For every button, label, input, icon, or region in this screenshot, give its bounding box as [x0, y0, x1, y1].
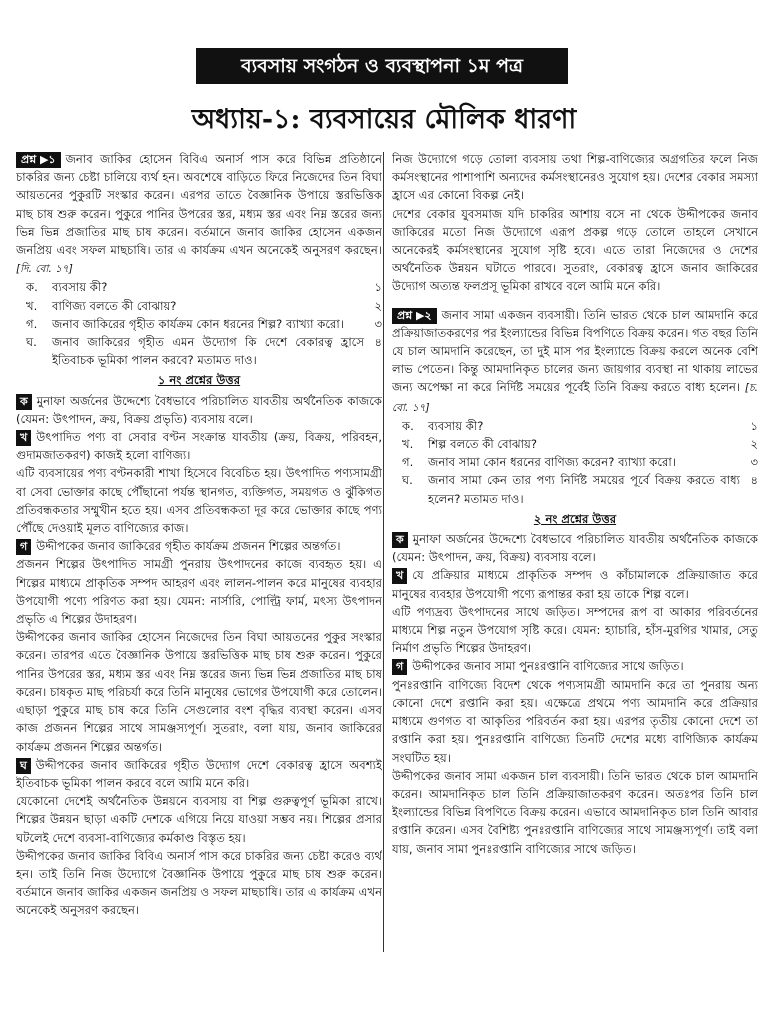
sub-question-label: গ.: [26, 316, 38, 331]
q1-answer-ga: [16, 537, 382, 555]
q2-stem: [392, 306, 758, 417]
q1-gha-para-2: যেকোনো দেশেই অর্থনৈতিক উন্নয়নে ব্যবসায় বা শিল্প গুরুত্বপূর্ণ ভূমিকা রাখে। শিল্পের উন্নয়ন ছাড়া একটি দেশকে এগিয়ে নিয়ে যাওয়া সম্ভব নয়। শিল্পের প্রসার ঘটলেই দেশে ব্যবসা-বাণিজ্যের কর্মকাণ্ড বিস্তৃত হয়।: [16, 794, 382, 845]
q2-sub-questions: [392, 417, 758, 508]
q1-gha-text-1: উদ্দীপকের জনাব জাকিরের গৃহীত উদ্যোগ দেশে বেকারত্ব হ্রাসে অবশ্যই ইতিবাচক ভূমিকা পালন করবে বলে আমি মনে করি।: [16, 757, 382, 790]
sub-question-text: শিল্প বলতে কী বোঝায়?: [428, 437, 538, 452]
q2-sub-question: [392, 471, 758, 507]
q1-gha-para-4: নিজ উদ্যোগে গড়ে তোলা ব্যবসায় তথা শিল্প-বাণিজ্যের অগ্রগতির ফলে নিজ কর্মসংস্থানের পাশাপাশি অন্যদের কর্মসংস্থানেরও সুযোগ হয়। দেশের বেকার সমস্যা হ্রাসে এর কোনো বিকল্প নেই।: [392, 152, 758, 203]
q2-ga-para-3: উদ্দীপকের জনাব সামা একজন চাল ব্যবসায়ী। তিনি ভারত থেকে চাল আমদানি করেন। আমদানিকৃত চাল তিনি প্রক্রিয়াজাতকরণ করেন। অতঃপর তিনি চাল ইংল্যান্ডের বিভিন্ন বিপণিতে বিক্রয় করেন। এভাবে আমদানিকৃত চাল তিনি আবার রপ্তানি করেন। এসব বৈশিষ্ট্য পুনঃরপ্তানি বাণিজ্যের সাথে সামঞ্জস্যপূর্ণ। তাই বলা যায়, জনাব সামা পুনঃরপ্তানি বাণিজ্যের সাথে জড়িত।: [392, 768, 758, 856]
right-column: [392, 150, 758, 960]
q2-stem-text: জনাব সামা একজন ব্যবসায়ী। তিনি ভারত থেকে চাল আমদানি করে প্রক্রিয়াজাতকরণের পর ইংল্যান্ডের বিভিন্ন বিপণিতে বিক্রয় করেন। গত বছর তিনি যে চাল আমদানি করেছেন, তা দুই মাস পর ইংল্যান্ডে বিক্রয় করলে অনেক বেশি লাভ পেতেন। কিন্তু আমদানিকৃত চালের জন্য জায়গার ব্যবস্থা না থাকায় লাভের জন্য অপেক্ষা না করে নির্দিষ্ট সময়ের পূর্বেই তিনি বিক্রয় করতে বাধ্য হলেন।: [392, 307, 758, 395]
column-divider: [383, 152, 384, 952]
q1-stem: [16, 150, 382, 278]
sub-question-label: গ.: [402, 455, 414, 470]
q1-ka-text: মুনাফা অর্জনের উদ্দেশ্যে বৈধভাবে পরিচালিত যাবতীয় অর্থনৈতিক কাজকে (যেমন: উৎপাদন, ক্রয়, বিক্রয় প্রভৃতি) ব্যবসায় বলে।: [16, 393, 382, 426]
sub-question-text: বাণিজ্য বলতে কী বোঝায়?: [52, 298, 177, 313]
q2-sub-question: [392, 453, 758, 471]
q2-sub-question: [392, 417, 758, 435]
q2-answer-heading: ২ নং প্রশ্নের উত্তর: [533, 511, 617, 526]
sub-question-label: খ.: [402, 437, 414, 452]
sub-question-marks: ১: [374, 280, 382, 295]
q1-gha-para-5: দেশের বেকার যুবসমাজ যদি চাকরির আশায় বসে না থেকে উদ্দীপকের জনাব জাকিরের মতো নিজ উদ্যোগে এরূপ প্রকল্প গড়ে তোলে তাহলে সেখানে অনেকেরই কর্মসংস্থানের সুযোগ সৃষ্টি হবে। এতে তারা নিজেদের ও দেশের অর্থনৈতিক উন্নয়ন ঘটাতে পারবে। সুতরাং, বেকারত্ব হ্রাসে জনাব জাকিরের উদ্যোগ অত্যন্ত ফলপ্রসূ ভূমিকা রাখবে বলে আমি মনে করি।: [392, 206, 758, 294]
q1-gha-para-3: উদ্দীপকের জনাব জাকির বিবিএ অনার্স পাস করে চাকরির জন্য চেষ্টা করেও ব্যর্থ হন। তাই তিনি নিজ উদ্যোগে বৈজ্ঞানিক উপায়ে পুকুরে মাছ চাষ শুরু করেন। বর্তমানে জনাব জাকির একজন জনপ্রিয় ও সফল মাছচাষি। তার এ কার্যক্রম এখন অনেকেই অনুসরণ করছেন।: [16, 848, 382, 918]
q1-ka-label: ক: [16, 394, 32, 410]
q2-ka-label: ক: [392, 532, 408, 548]
q2-ga-text-1: উদ্দীপকের জনাব সামা পুনঃরপ্তানি বাণিজ্যের সাথে জড়িত।: [412, 659, 684, 674]
q2-ga-para-2: পুনঃরপ্তানি বাণিজ্যে বিদেশ থেকে পণ্যসামগ্রী আমদানি করে তা পুনরায় অন্য কোনো দেশে রপ্তানি করা হয়। এক্ষেত্রে প্রথমে পণ্য আমদানি করে প্রক্রিয়ার মাধ্যমে গুণগত বা আকৃতির পরিবর্তন করা হয়। এরপর তৃতীয় কোনো দেশে তা রপ্তানি করা হয়। পুনঃরপ্তানি বাণিজ্যে তিনটি দেশের মধ্যে বাণিজ্যিক কার্যক্রম সংঘটিত হয়।: [392, 677, 758, 765]
q2-source: [চ. বো. ১৭]: [392, 382, 758, 414]
chapter-title: অধ্যায়-১: ব্যবসায়ের মৌলিক ধারণা: [191, 104, 577, 135]
q2-answer-kha: [392, 566, 758, 602]
q2-answer-ka: [392, 530, 758, 566]
q1-kha-label: খ: [16, 430, 31, 446]
sub-question-text: ব্যবসায় কী?: [428, 418, 484, 433]
sub-question-marks: ২: [750, 437, 758, 452]
sub-question-label: খ.: [26, 298, 38, 313]
q1-answer-gha: [16, 756, 382, 792]
sub-question-text: জনাব সামা কোন ধরনের বাণিজ্য করেন? ব্যাখ্যা করো।: [428, 455, 676, 470]
left-column: [16, 150, 382, 960]
q2-ka-text: মুনাফা অর্জনের উদ্দেশ্যে বৈধভাবে পরিচালিত যাবতীয় অর্থনৈতিক কাজকে (যেমন: উৎপাদন, ক্রয়, বিক্রয়) ব্যবসায় বলে।: [392, 532, 758, 565]
sub-question-text: জনাব জাকিরের গৃহীত কার্যক্রম কোন ধরনের শিল্প? ব্যাখ্যা করো।: [52, 316, 344, 331]
sub-question-text: ব্যবসায় কী?: [52, 280, 108, 295]
sub-question-label: ক.: [26, 280, 38, 295]
q2-kha-label: খ: [392, 568, 407, 584]
q1-answer-kha: [16, 428, 382, 464]
q1-sub-questions: [16, 278, 382, 369]
sub-question-text: জনাব সামা কেন তার পণ্য নির্দিষ্ট সময়ের পূর্বে বিক্রয় করতে বাধ্য হলেন? মতামত দাও।: [428, 473, 740, 506]
q1-kha-para-2: এটি ব্যবসায়ের পণ্য বণ্টনকারী শাখা হিসেবে বিবেচিত হয়। উৎপাদিত পণ্যসামগ্রী বা সেবা ভোক্তার কাছে পৌঁছানো পর্যন্ত স্থানগত, ব্যক্তিগত, সময়গত ও ঝুঁকিগত প্রতিবন্ধকতার সম্মুখীন হতে হয়। এসব প্রতিবন্ধকতা দূর করে ভোক্তার কাছে পণ্য পৌঁছে দেওয়াই মূলত বাণিজ্যের কাজ।: [16, 466, 382, 536]
sub-question-label: ঘ.: [402, 473, 413, 488]
sub-question-label: ঘ.: [26, 335, 37, 350]
q2-kha-text-1: যে প্রক্রিয়ার মাধ্যমে প্রাকৃতিক সম্পদ ও কাঁচামালকে প্রক্রিয়াজাত করে মানুষের ব্যবহার উপযোগী পণ্যে রূপান্তর করা হয় তাকে শিল্প বলে।: [392, 568, 758, 601]
sub-question-marks: ১: [750, 418, 758, 433]
q1-ga-para-3: উদ্দীপকের জনাব জাকির হোসেন নিজেদের তিন বিঘা আয়তনের পুকুর সংস্কার করেন। তারপর এতে বৈজ্ঞানিক উপায়ে স্তরভিত্তিক মাছ চাষ শুরু করেন। পুকুরে পানির উপরের স্তর, মধ্যম স্তর এবং নিম্ন স্তরের জন্য ভিন্ন ভিন্ন প্রজাতির মাছ চাষ করেন। চাষকৃত মাছ পরিচর্যা করে তিনি মানুষের ভোগের উপযোগী করে তোলেন। এছাড়া পুকুরে মাছ চাষ করে তিনি সেগুলোর বংশ বৃদ্ধির ব্যবস্থা করেন। এসব কাজ প্রজনন শিল্পের সাথে সামঞ্জস্যপূর্ণ। সুতরাং, বলা যায়, জনাব জাকিরের কার্যক্রম প্রজনন শিল্পের অন্তর্গত।: [16, 630, 382, 754]
q2-sub-question: [392, 435, 758, 453]
q1-source: [দি. বো. ১৭]: [16, 263, 73, 276]
q1-sub-question: [16, 315, 382, 333]
q2-kha-para-2: এটি পণ্যদ্রব্য উৎপাদনের সাথে জড়িত। সম্পদের রূপ বা আকার পরিবর্তনের মাধ্যমে শিল্প নতুন উপযোগ সৃষ্টি করে। যেমন: হ্যাচারি, হাঁস-মুরগির খামার, সেতু নির্মাণ প্রভৃতি শিল্পের উদাহরণ।: [392, 604, 758, 656]
q1-answer-heading: ১ নং প্রশ্নের উত্তর: [157, 373, 241, 388]
q1-sub-question: [16, 278, 382, 296]
sub-question-marks: ২: [374, 298, 382, 313]
q1-stem-text: জনাব জাকির হোসেন বিবিএ অনার্স পাস করে বিভিন্ন প্রতিষ্ঠানে চাকরির জন্য চেষ্টা চালিয়ে ব্যর্থ হন। অবশেষে বাড়িতে ফিরে নিজেদের তিন বিঘা আয়তনের পুকুরটি সংস্কার করেন। এরপর তাতে বৈজ্ঞানিক উপায়ে স্তরভিত্তিক মাছ চাষ শুরু করেন। পুকুরে পানির উপরের স্তর, মধ্যম স্তর এবং নিম্ন স্তরের জন্য ভিন্ন ভিন্ন প্রজাতির মাছ চাষ করেন। বর্তমানে জনাব জাকির হোসেন একজন জনপ্রিয় এবং সফল মাছচাষি। তার এ কার্যক্রম এখন অনেকেই অনুসরণ করছেন।: [16, 152, 382, 258]
sub-question-marks: ৩: [374, 316, 382, 331]
q1-ga-para-2: প্রজনন শিল্পের উৎপাদিত সামগ্রী পুনরায় উৎপাদনের কাজে ব্যবহৃত হয়। এ শিল্পের মাধ্যমে প্রাকৃতিক সম্পদ আহরণ এবং লালন-পালন করে মানুষের ব্যবহার উপযোগী পণ্যে পরিণত করা হয়। যেমন: নার্সারি, পোল্ট্রি ফার্ম, মৎস্য উৎপাদন প্রভৃতি এ শিল্পের উদাহরণ।: [16, 557, 382, 627]
q1-answer-ka: [16, 392, 382, 428]
q2-label: প্রশ্ন ▶২: [392, 308, 437, 324]
sub-question-marks: ৪: [750, 473, 758, 488]
q1-sub-question: [16, 333, 382, 369]
q1-ga-label: গ: [16, 539, 31, 555]
q1-label: প্রশ্ন ▶১: [16, 152, 61, 168]
q2-ga-label: গ: [392, 659, 407, 675]
sub-question-marks: ৪: [374, 335, 382, 350]
sub-question-marks: ৩: [750, 455, 758, 470]
q1-kha-text-1: উৎপাদিত পণ্য বা সেবার বণ্টন সংক্রান্ত যাবতীয় (ক্রয়, বিক্রয়, পরিবহন, গুদামজাতকরণ) কাজই হলো বাণিজ্য।: [16, 430, 382, 463]
q2-answer-ga: [392, 657, 758, 675]
sub-question-text: জনাব জাকিরের গৃহীত এমন উদ্যোগ কি দেশে বেকারত্ব হ্রাসে ইতিবাচক ভূমিকা পালন করবে? মতামত দাও।: [52, 335, 364, 368]
sub-question-label: ক.: [402, 418, 414, 433]
subject-banner: ব্যবসায় সংগঠন ও ব্যবস্থাপনা ১ম পত্র: [196, 48, 568, 84]
q1-ga-text-1: উদ্দীপকের জনাব জাকিরের গৃহীত কার্যক্রম প্রজনন শিল্পের অন্তর্গত।: [36, 539, 341, 554]
q1-gha-label: ঘ: [16, 758, 31, 774]
q1-sub-question: [16, 297, 382, 315]
